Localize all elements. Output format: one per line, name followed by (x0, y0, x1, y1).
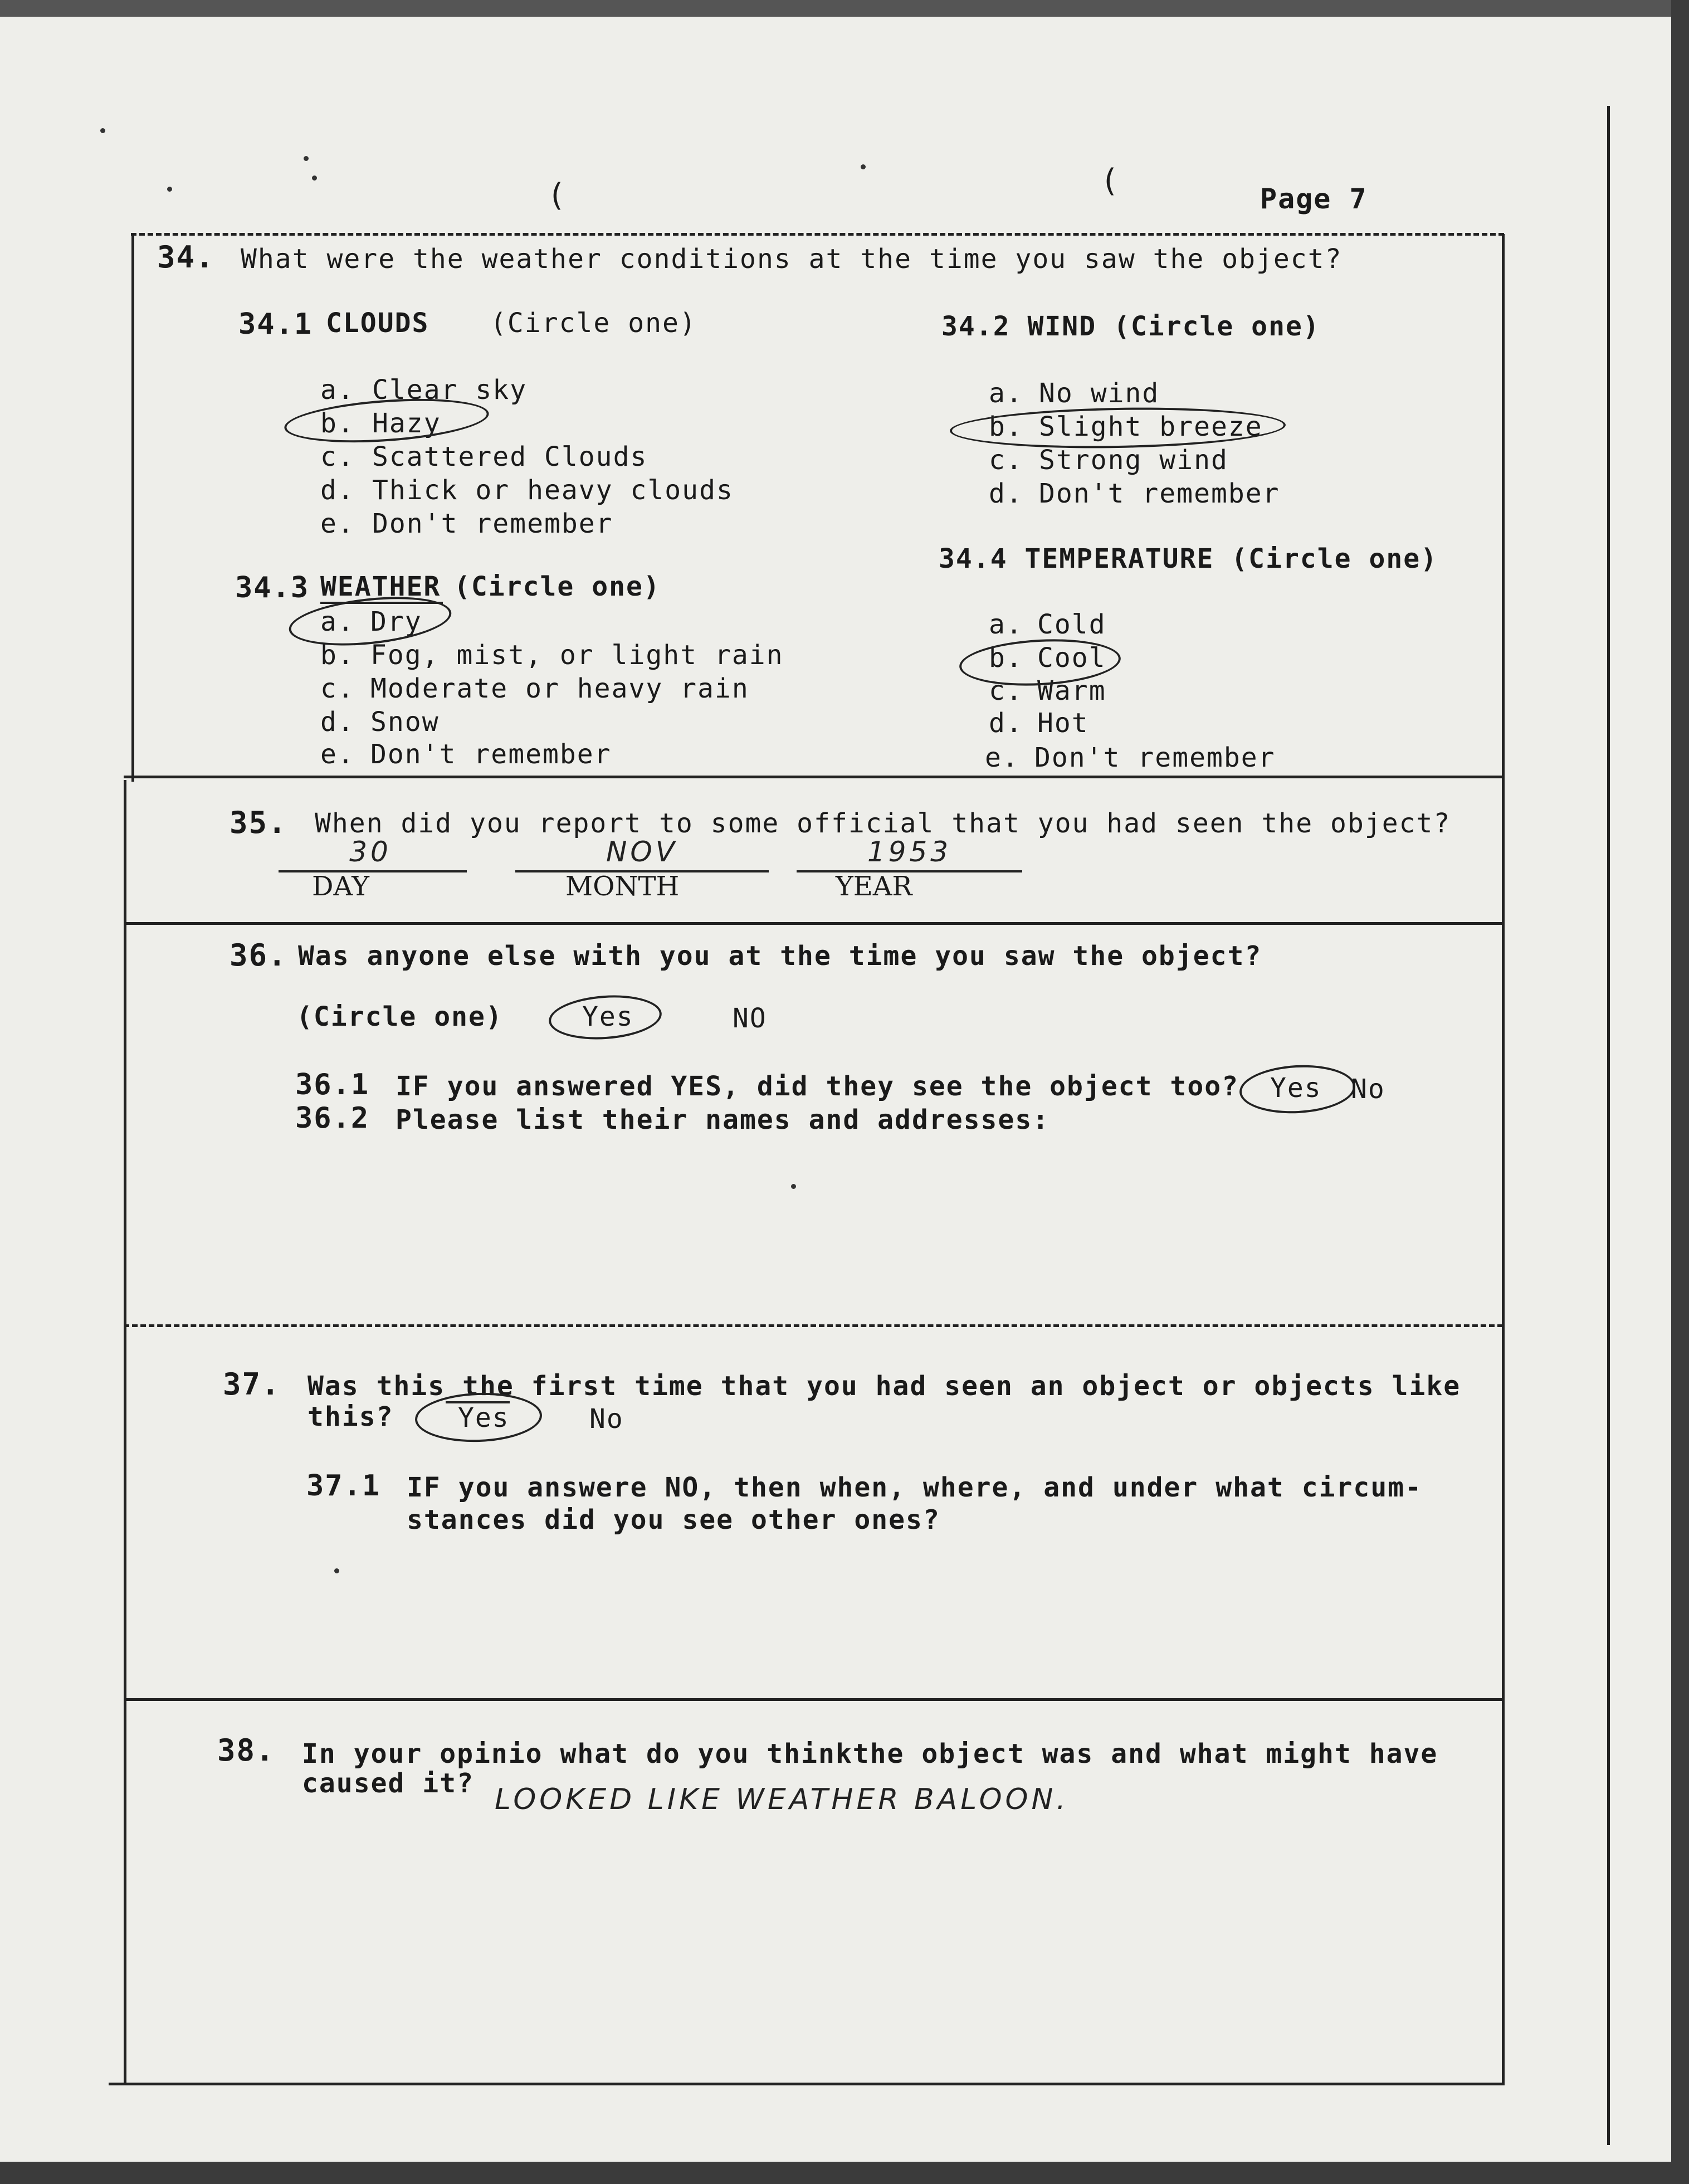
option-text[interactable]: Warm (1037, 675, 1106, 706)
day-value[interactable]: 30 (349, 836, 392, 868)
form-top-border (131, 233, 1504, 236)
question-text: Was this the first time that you had seen an object or objects like (307, 1371, 1461, 1402)
page-number: Page 7 (1260, 183, 1368, 215)
yes-option[interactable]: Yes (582, 1001, 634, 1032)
option-letter: c. (320, 441, 355, 472)
scan-speck (304, 156, 309, 161)
option-letter: b. (320, 640, 355, 671)
option-letter: c. (989, 675, 1023, 706)
section-divider (124, 776, 1503, 778)
option-text[interactable]: Hazy (372, 408, 441, 439)
clouds-instruction: (Circle one) (490, 308, 697, 339)
scan-speck (312, 176, 317, 181)
option-text[interactable]: Cool (1037, 642, 1106, 674)
month-label: MONTH (565, 871, 680, 902)
no-option[interactable]: NO (733, 1003, 767, 1034)
option-text[interactable]: Don't remember (1039, 478, 1280, 509)
option-letter: e. (320, 508, 355, 539)
no-option[interactable]: No (589, 1403, 624, 1435)
question-text: In your opinio what do you thinkthe object was and what might have (302, 1738, 1438, 1769)
form-left-border (124, 780, 126, 2084)
option-letter: a. (320, 606, 355, 637)
no-option[interactable]: No (1351, 1074, 1385, 1105)
option-text[interactable]: Dry (370, 606, 422, 637)
year-label: YEAR (836, 871, 912, 902)
day-label: DAY (312, 871, 369, 902)
option-letter: d. (989, 708, 1023, 739)
temperature-heading: 34.4 TEMPERATURE (Circle one) (939, 543, 1438, 574)
subquestion-text: IF you answere NO, then when, where, and under what circum- (407, 1472, 1423, 1503)
option-letter: a. (989, 609, 1023, 640)
scan-speck (791, 1184, 796, 1189)
question-text-continued: this? (307, 1401, 394, 1432)
option-text[interactable]: Don't remember (370, 739, 612, 770)
wind-heading: 34.2 WIND (Circle one) (941, 311, 1320, 342)
scan-speck (100, 128, 105, 133)
option-letter: d. (320, 475, 355, 506)
subquestion-text: Please list their names and addresses: (396, 1104, 1050, 1135)
option-text[interactable]: Thick or heavy clouds (372, 475, 734, 506)
question-number: 35. (230, 805, 287, 840)
subquestion-number: 36.1 (295, 1068, 370, 1101)
section-divider (124, 1698, 1503, 1701)
option-letter: a. (989, 378, 1023, 409)
scan-right-edge (1671, 0, 1689, 2184)
option-text[interactable]: Scattered Clouds (372, 441, 648, 472)
question-text: Was anyone else with you at the time you saw the object? (298, 940, 1262, 972)
option-text[interactable]: Strong wind (1039, 445, 1228, 476)
subquestion-number: 36.2 (295, 1101, 370, 1135)
option-letter: a. (320, 374, 355, 406)
question-number: 38. (217, 1733, 275, 1768)
subquestion-text: IF you answered YES, did they see the object too? (396, 1071, 1239, 1102)
scan-speck (334, 1568, 339, 1573)
weather-instruction: (Circle one) (454, 571, 661, 602)
question-text-continued: caused it? (302, 1768, 474, 1799)
option-letter: c. (320, 673, 355, 704)
option-text[interactable]: Don't remember (372, 508, 613, 539)
day-line (279, 870, 467, 872)
section-divider (124, 1324, 1503, 1327)
yes-option[interactable]: Yes (1270, 1072, 1322, 1104)
circle-one-instruction: (Circle one) (296, 1001, 503, 1032)
option-text[interactable]: Moderate or heavy rain (370, 673, 749, 704)
yes-option[interactable]: Yes (458, 1402, 510, 1434)
scan-speck (861, 164, 866, 169)
subquestion-text-continued: stances did you see other ones? (407, 1504, 940, 1535)
clouds-heading: CLOUDS (326, 308, 429, 339)
weather-heading-number: 34.3 (235, 571, 310, 604)
clouds-heading-number: 34.1 (238, 308, 313, 341)
option-text[interactable]: Snow (370, 706, 440, 738)
question-number: 34. (157, 240, 215, 275)
section-divider (124, 922, 1503, 925)
option-letter: b. (989, 642, 1023, 674)
option-text[interactable]: No wind (1039, 378, 1160, 409)
weather-heading: WEATHER (320, 571, 441, 602)
option-letter: c. (989, 445, 1023, 476)
option-text[interactable]: Clear sky (372, 374, 528, 406)
month-value[interactable]: NOV (606, 836, 678, 868)
form-left-border (131, 234, 134, 782)
option-text[interactable]: Cold (1037, 609, 1106, 640)
question-text: When did you report to some official that you had seen the object? (315, 808, 1451, 839)
form-bottom-border (109, 2083, 1503, 2085)
question-number: 37. (223, 1367, 281, 1402)
question-text: What were the weather conditions at the time you saw the object? (241, 243, 1343, 275)
option-text[interactable]: Don't remember (1034, 742, 1276, 773)
scan-bottom-edge (0, 2162, 1689, 2184)
year-value[interactable]: 1953 (867, 836, 952, 868)
option-text[interactable]: Hot (1037, 708, 1089, 739)
handwritten-answer[interactable]: LOOKED LIKE WEATHER BALOON. (495, 1783, 1069, 1816)
option-letter: e. (320, 739, 355, 770)
option-text[interactable]: Slight breeze (1039, 411, 1263, 442)
option-letter: b. (320, 408, 355, 439)
scan-speck (167, 187, 172, 192)
option-letter: e. (985, 742, 1019, 773)
option-letter: b. (989, 411, 1023, 442)
scan-top-edge (0, 0, 1689, 17)
open-paren-mark: ( (547, 177, 567, 213)
option-letter: d. (989, 478, 1023, 509)
question-number: 36. (230, 938, 287, 973)
form-right-border (1502, 234, 1505, 2085)
open-paren-mark: ( (1100, 163, 1120, 199)
right-margin-line (1607, 106, 1610, 2145)
option-letter: d. (320, 706, 355, 738)
subquestion-number: 37.1 (306, 1469, 381, 1503)
option-text[interactable]: Fog, mist, or light rain (370, 640, 784, 671)
